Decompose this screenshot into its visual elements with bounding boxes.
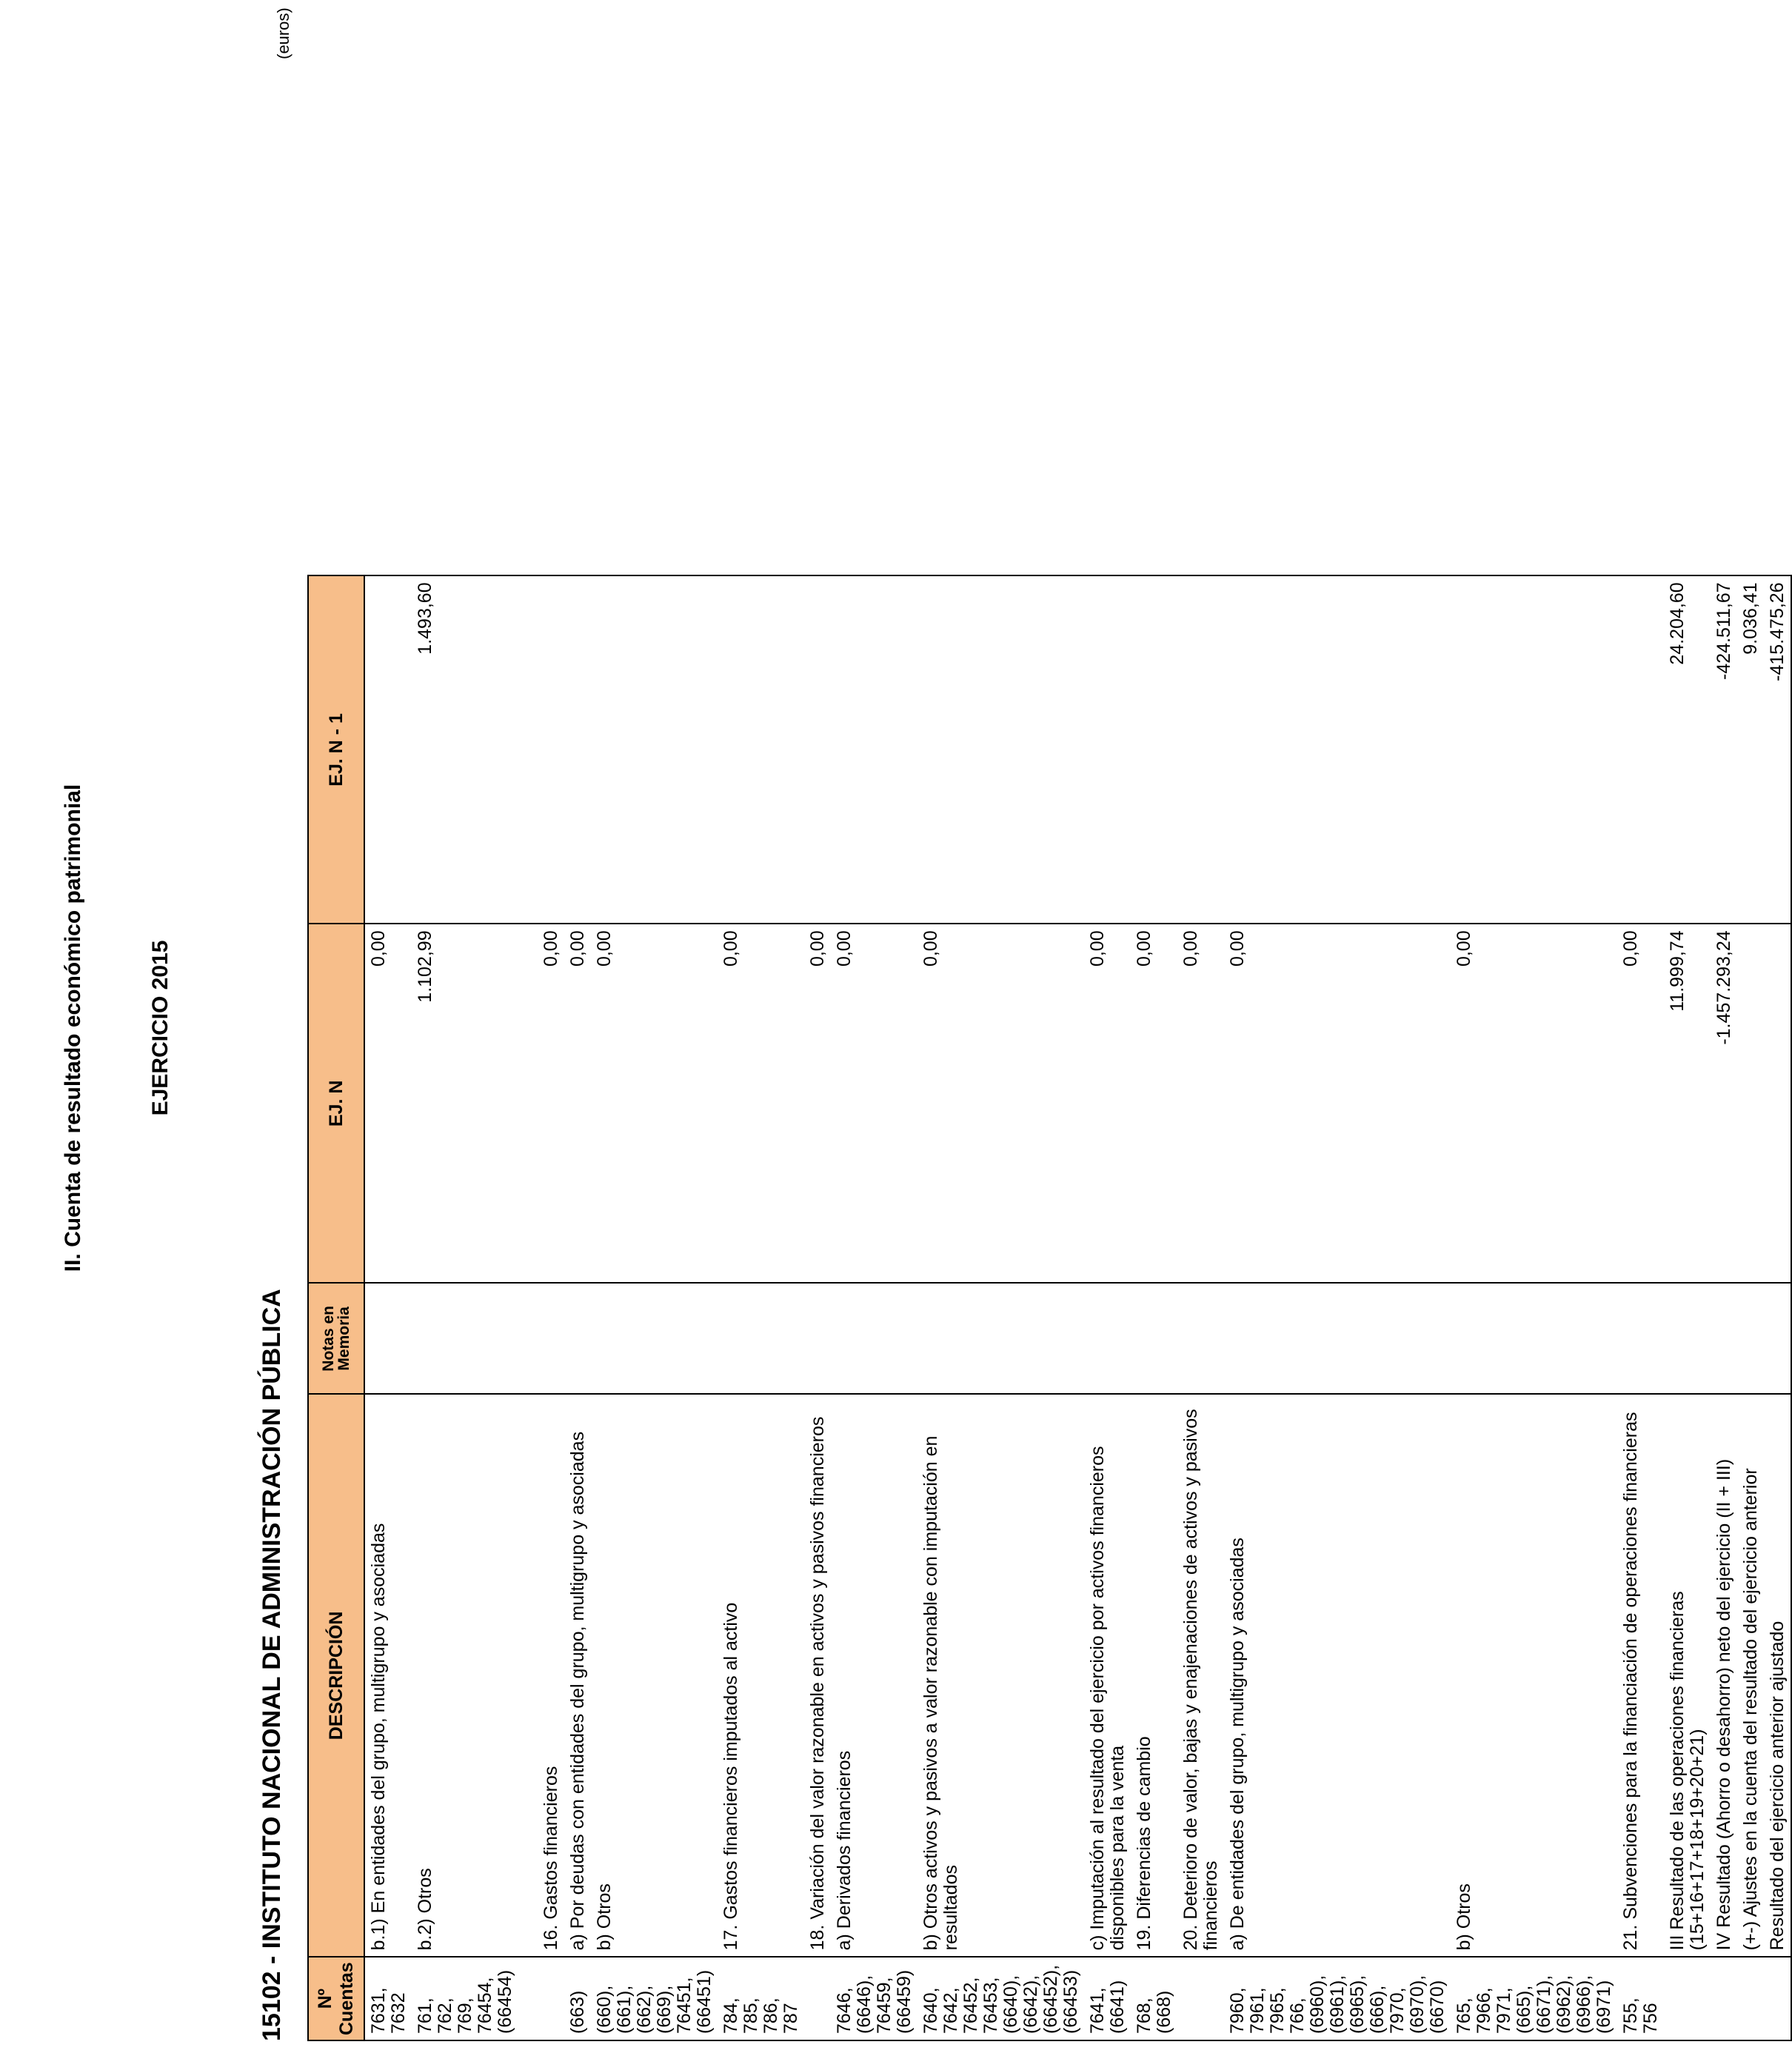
table-row xyxy=(364,575,412,2040)
description-cell: b.2) Otros xyxy=(412,1394,518,1957)
accounts-cell: 7631, 7632 xyxy=(364,1957,412,2040)
current-year-cell: 11.999,74 xyxy=(1664,924,1711,1283)
notes-cell xyxy=(1451,1283,1617,1394)
table-body xyxy=(364,575,1791,2040)
table-row xyxy=(1664,575,1711,2040)
spacer-cell xyxy=(518,924,538,1283)
spacer-cell xyxy=(518,1957,538,2040)
accounts-cell: 7960, 7961, 7965, 766, (6960), (6961), (6965), (666), 7970, (6970), (6670) xyxy=(1224,1957,1451,2040)
current-year-cell: 0,00 xyxy=(1131,924,1177,1283)
table-row xyxy=(1177,575,1224,2040)
spacer-cell xyxy=(518,1283,538,1394)
table-row xyxy=(1451,575,1617,2040)
accounts-cell xyxy=(1177,1957,1224,2040)
notes-cell xyxy=(1764,1283,1791,1394)
notes-cell xyxy=(538,1283,564,1394)
previous-year-cell xyxy=(804,575,831,924)
table-row xyxy=(804,575,831,2040)
description-cell: Resultado del ejercicio anterior ajustado xyxy=(1764,1394,1791,1957)
notes-cell xyxy=(917,1283,1084,1394)
description-cell: 21. Subvenciones para la financiación de operaciones financieras xyxy=(1617,1394,1664,1957)
table-row xyxy=(831,575,917,2040)
current-year-cell xyxy=(1737,924,1764,1283)
table-row xyxy=(1224,575,1451,2040)
description-header: DESCRIPCIÓN xyxy=(308,1394,364,1957)
description-cell: IV Resultado (Ahorro o desahorro) neto del ejercicio (II + III) xyxy=(1711,1394,1737,1957)
current-year-cell xyxy=(1764,924,1791,1283)
units-label: (euros) xyxy=(274,7,292,59)
accounts-cell xyxy=(538,1957,564,2040)
table-row xyxy=(718,575,804,2040)
previous-year-cell: 9.036,41 xyxy=(1737,575,1764,924)
table-row xyxy=(538,575,564,2040)
accounts-cell: 7646, (6646), 76459, (66459) xyxy=(831,1957,917,2040)
notes-cell xyxy=(1224,1283,1451,1394)
accounts-cell xyxy=(1711,1957,1737,2040)
table-row xyxy=(1131,575,1177,2040)
table-row xyxy=(1764,575,1791,2040)
notes-header: Notas en Memoria xyxy=(308,1283,364,1394)
notes-cell xyxy=(412,1283,518,1394)
notes-cell xyxy=(718,1283,804,1394)
notes-cell xyxy=(1084,1283,1131,1394)
accounts-cell: 765, 7966, 7971, (665), (6671), (6962), (6966), (6971) xyxy=(1451,1957,1617,2040)
current-year-cell: 1.102,99 xyxy=(412,924,518,1283)
table-row xyxy=(1711,575,1737,2040)
notes-cell xyxy=(1617,1283,1664,1394)
table-header-row xyxy=(308,575,364,2040)
current-year-cell: 0,00 xyxy=(1177,924,1224,1283)
accounts-cell xyxy=(1737,1957,1764,2040)
description-cell: 17. Gastos financieros imputados al activo xyxy=(718,1394,804,1957)
previous-year-cell xyxy=(831,575,917,924)
previous-year-cell xyxy=(1617,575,1664,924)
notes-cell xyxy=(1177,1283,1224,1394)
previous-year-cell xyxy=(364,575,412,924)
description-cell: 16. Gastos financieros xyxy=(538,1394,564,1957)
notes-cell xyxy=(591,1283,718,1394)
document-title: II. Cuenta de resultado económico patrimonial xyxy=(61,784,85,1272)
notes-cell xyxy=(364,1283,412,1394)
previous-year-header: EJ. N - 1 xyxy=(308,575,364,924)
accounts-cell: 755, 756 xyxy=(1617,1957,1664,2040)
previous-year-cell xyxy=(1177,575,1224,924)
notes-cell xyxy=(564,1283,591,1394)
description-cell: a) Por deudas con entidades del grupo, multigrupo y asociadas xyxy=(564,1394,591,1957)
previous-year-cell: -415.475,26 xyxy=(1764,575,1791,924)
current-year-cell: 0,00 xyxy=(804,924,831,1283)
accounts-cell: 784, 785, 786, 787 xyxy=(718,1957,804,2040)
description-cell: b) Otros activos y pasivos a valor razonable con imputación en resultados xyxy=(917,1394,1084,1957)
accounts-cell xyxy=(804,1957,831,2040)
table-row xyxy=(1737,575,1764,2040)
table-row xyxy=(591,575,718,2040)
current-year-header: EJ. N xyxy=(308,924,364,1283)
description-cell: b) Otros xyxy=(1451,1394,1617,1957)
accounts-cell xyxy=(1764,1957,1791,2040)
description-cell: b) Otros xyxy=(591,1394,718,1957)
description-cell: 20. Deterioro de valor, bajas y enajenaciones de activos y pasivos financieros xyxy=(1177,1394,1224,1957)
notes-cell xyxy=(1664,1283,1711,1394)
spacer-row xyxy=(518,575,538,2040)
table-row xyxy=(1084,575,1131,2040)
accounts-cell: (660), (661), (662), (669), 76451, (66451) xyxy=(591,1957,718,2040)
current-year-cell: 0,00 xyxy=(564,924,591,1283)
previous-year-cell xyxy=(1131,575,1177,924)
previous-year-cell xyxy=(564,575,591,924)
current-year-cell: 0,00 xyxy=(1617,924,1664,1283)
spacer-cell xyxy=(518,575,538,924)
description-cell: 18. Variación del valor razonable en activos y pasivos financieros xyxy=(804,1394,831,1957)
previous-year-cell xyxy=(1451,575,1617,924)
description-cell: (+-) Ajustes en la cuenta del resultado del ejercicio anterior xyxy=(1737,1394,1764,1957)
table-row xyxy=(564,575,591,2040)
previous-year-cell xyxy=(1224,575,1451,924)
exercise-title: EJERCICIO 2015 xyxy=(148,940,173,1116)
previous-year-cell: 24.204,60 xyxy=(1664,575,1711,924)
previous-year-cell: 1.493,60 xyxy=(412,575,518,924)
description-cell: b.1) En entidades del grupo, multigrupo y asociadas xyxy=(364,1394,412,1957)
previous-year-cell xyxy=(917,575,1084,924)
current-year-cell: 0,00 xyxy=(718,924,804,1283)
description-cell: c) Imputación al resultado del ejercicio por activos financieros disponibles para la venta xyxy=(1084,1394,1131,1957)
previous-year-cell xyxy=(591,575,718,924)
accounts-cell: 7641, (6641) xyxy=(1084,1957,1131,2040)
accounts-cell: 761, 762, 769, 76454, (66454) xyxy=(412,1957,518,2040)
spacer-cell xyxy=(518,1394,538,1957)
accounts-cell xyxy=(1664,1957,1711,2040)
table-row xyxy=(412,575,518,2040)
current-year-cell: 0,00 xyxy=(1084,924,1131,1283)
accounts-cell: 768, (668) xyxy=(1131,1957,1177,2040)
current-year-cell: -1.457.293,24 xyxy=(1711,924,1737,1283)
table-row xyxy=(1617,575,1664,2040)
current-year-cell: 0,00 xyxy=(831,924,917,1283)
description-cell: a) Derivados financieros xyxy=(831,1394,917,1957)
description-cell: III Resultado de las operaciones financieras (15+16+17+18+19+20+21) xyxy=(1664,1394,1711,1957)
current-year-cell: 0,00 xyxy=(538,924,564,1283)
income-statement-table xyxy=(307,575,1792,2041)
previous-year-cell xyxy=(538,575,564,924)
notes-cell xyxy=(831,1283,917,1394)
notes-cell xyxy=(804,1283,831,1394)
entity-name: 15102 - INSTITUTO NACIONAL DE ADMINISTRACIÓN PÚBLICA xyxy=(258,1289,286,2041)
notes-cell xyxy=(1131,1283,1177,1394)
notes-cell xyxy=(1737,1283,1764,1394)
previous-year-cell xyxy=(1084,575,1131,924)
description-cell: 19. Diferencias de cambio xyxy=(1131,1394,1177,1957)
current-year-cell: 0,00 xyxy=(1451,924,1617,1283)
current-year-cell: 0,00 xyxy=(1224,924,1451,1283)
notes-cell xyxy=(1711,1283,1737,1394)
table-row xyxy=(917,575,1084,2040)
previous-year-cell: -424.511,67 xyxy=(1711,575,1737,924)
previous-year-cell xyxy=(718,575,804,924)
description-cell: a) De entidades del grupo, multigrupo y asociadas xyxy=(1224,1394,1451,1957)
current-year-cell: 0,00 xyxy=(591,924,718,1283)
accounts-header: Nº Cuentas xyxy=(308,1957,364,2040)
accounts-cell: 7640, 7642, 76452, 76453, (6640), (6642), (66452), (66453) xyxy=(917,1957,1084,2040)
current-year-cell: 0,00 xyxy=(364,924,412,1283)
current-year-cell: 0,00 xyxy=(917,924,1084,1283)
accounts-cell: (663) xyxy=(564,1957,591,2040)
